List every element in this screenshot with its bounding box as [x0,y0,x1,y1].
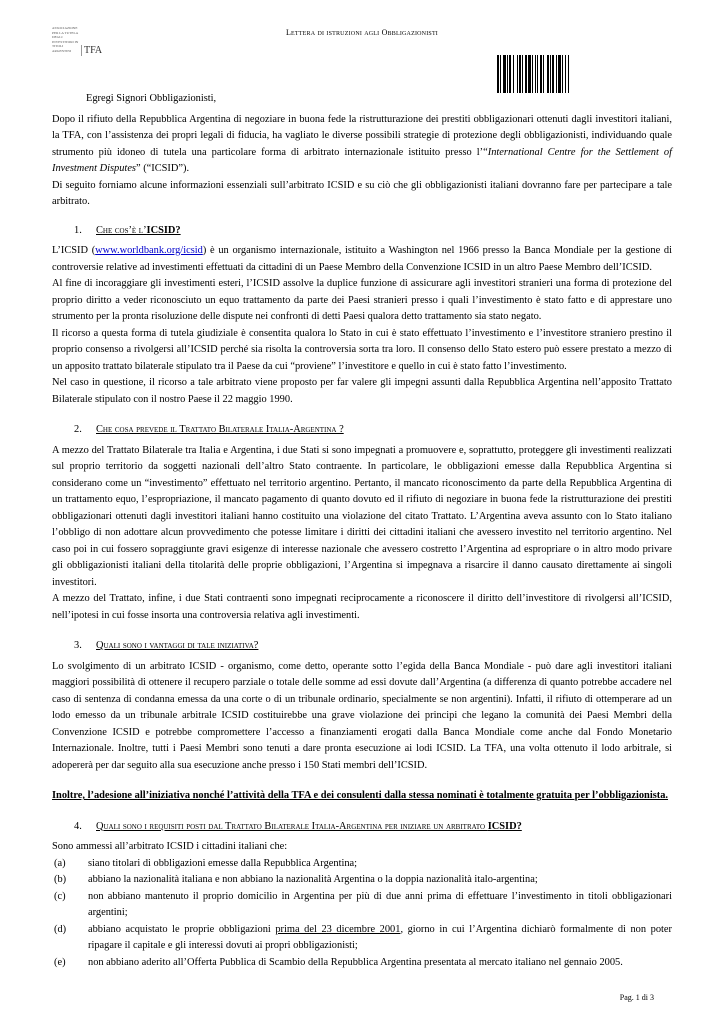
section-number: 1. [74,224,82,236]
page-number: Pag. 1 di 3 [619,993,654,1002]
item-text [88,922,672,955]
item-label: (a) [54,857,66,869]
list-item [52,955,672,972]
section-title: Quali sono i requisiti posti dal Trattato Bilaterale Italia-Argentina per iniziare un arbitrato [96,820,488,832]
section-heading-2 [74,422,672,439]
section-title: Che cosa prevede il Trattato Bilaterale Italia-Argentina ? [96,424,344,435]
paragraph: Lo svolgimento di un arbitrato ICSID - organismo, come detto, operante sotto l’egida della Banca Mondiale - può dare agli investitori italiani maggiori possibilità di ottenere il recupero parziale o totale delle somme ad essi dovute dall’Argentina (a differenza di quanto potrebbe accadere nel caso di sentenza di condanna emessa da una corte o di un tribunale ordinario, specialmente se non argentini). Infatti, il rifiuto di ottemperare ad un lodo emesso da un tribunale arbitrale ICSID costituirebbe una grave violazione dei principi che legano la comunità dei Paesi Membri della Convenzione ICSID e potrebbe compromettere l’accesso a finanziamenti erogati dalla Banca Mondiale come anche dal Fondo Monetario Internazionale. Inoltre, tutti i Paesi Membri sono tenuti a dare pronta esecuzione ai lodi ICSID. La TFA, una volta ottenuto il lodo arbitrale, si adopererà per dar seguito alla sua esecuzione anche presso i 150 Stati membri dell’ICSID. [52,660,672,771]
barcode [497,55,642,93]
date-underlined: prima del 23 dicembre 2001 [275,923,401,935]
document-header-title: Lettera di istruzioni agli Obbligazionisti [285,28,439,37]
worldbank-icsid-link[interactable]: www.worldbank.org/icsid [95,245,203,256]
text: L’ICSID ( [52,245,96,256]
item-text: non abbiano aderito all’Offerta Pubblica di Scambio della Repubblica Argentina presentata al mercato italiano nel gennaio 2005. [88,956,623,968]
text: ” (“ICSID”). [135,163,190,174]
document-body [52,91,672,971]
section-title: Quali sono i vantaggi di tale iniziativa? [96,640,259,651]
item-label: (d) [54,923,67,935]
logo-text: ASSOCIAZIONE PER LA TUTELA DEGLI INVESTITORI IN TITOLI ARGENTINI [52,26,79,53]
greeting: Egregi Signori Obbligazionisti, [86,93,217,104]
item-label: (e) [54,956,66,968]
paragraph: Al fine di incoraggiare gli investimenti esteri, l’ICSID assolve la duplice funzione di assicurare agli investitori stranieri una forma di protezione del proprio diritto a veder riconosciuto un equo trattamento da parte dei Paesi stranieri presso i quali l’investimento è stato fatto e di apprestare uno strumento per la pronta risoluzione delle dispute nei confronti di detti Paesi qualora detto trattamento sia stato negato. [52,278,672,322]
paragraph: Sono ammessi all’arbitrato ICSID i cittadini italiani che: [52,841,288,852]
item-text: non abbiano mantenuto il proprio domicilio in Argentina per più di due anni prima di effettuare l’investimento in titoli obbligazionari argentini; [88,890,672,918]
item-text: siano titolari di obbligazioni emesse dalla Repubblica Argentina; [88,857,358,869]
item-label: (b) [54,874,67,885]
paragraph: Nel caso in questione, il ricorso a tale arbitrato viene proposto per far valere gli impegni assunti dalla Repubblica Argentina nell’apposito Trattato Bilaterale stipulato con il nostro Paese il 22 maggio 1990. [52,377,672,405]
list-item [52,856,672,873]
item-label: (c) [54,890,66,902]
text: Dopo il rifiuto della Repubblica Argentina di negoziare in buona fede la ristrutturazione dei prestiti obbligazionari ottenuti dagli investitori italiani, la TFA, con l’assistenza dei propri legali di fiducia, ha vagliato le diverse possibili strategie di protezione degli obbligazionisti, individuando quale strumento più idoneo di tutela una particolare forma di arbitrato internazionale istituito presso l’“ [52,113,672,158]
paragraph [52,243,672,276]
text: ) è un organismo internazionale, istituito a Washington nel 1966 presso la Banca Mondiale per la gestione di controversie relative ad investimenti effettuati da cittadini di un Paese Membro della Convenzione ICSID in un altro Paese Membro dell’ICSID. [52,245,672,273]
paragraph: Il ricorso a questa forma di tutela giudiziale è consentita qualora lo Stato in cui è stato effettuato l’investimento e l’investitore straniero prestino il proprio consenso a rivolgersi all’ICSID perché sia risolta la controversia sorta tra loro. Il consenso dello Stato estero può essere prestato a mezzo di un apposito trattato bilaterale stipulato tra il Paese da cui “proviene” l’investitore e quello in cui è stato fatto l’investimento. [52,327,672,372]
section-heading-1 [74,223,672,240]
paragraph: A mezzo del Trattato Bilaterale tra Italia e Argentina, i due Stati si sono impegnati a promuovere e, soprattutto, proteggere gli investimenti realizzati sul proprio territorio da soggetti nazionali dell’altro Stato contraente. In particolare, le obbligazioni emesse dalla Repubblica Argentina si considerano come un “investimento” effettuato nel territorio argentino. Pertanto, il mancato riconoscimento da parte della Repubblica Argentina di un trattamento equo, l’espropriazione, il mancato pagamento di quanto dovuto ed il rifiuto di negoziare in buona fede la ristrutturazione dei prestiti obbligazionari ottenuti dagli investitori italiani hanno costituito una violazione del citato Trattato. L’Argentina aveva assunto con lo Stato italiano l’obbligo di non adottare alcun provvedimento che potesse limitare i diritti dei cittadini italiani che avessero investito nel territorio argentino. Nel caso poi in cui fossero sopraggiunte gravi esigenze di interesse nazionale che avessero costretto l’Argentina ad espropriare o in altro modo privare gli obbligazionisti italiani della titolarità delle proprie obbligazioni, l’Argentina si impegnava a risarcire il danno causato direttamente ai singoli investitori. [52,444,672,588]
section-number: 4. [74,820,82,832]
section-heading-4 [74,819,672,836]
free-of-charge-note: Inoltre, l’adesione all’iniziativa nonché l’attività della TFA e dei consulenti dalla stessa nominati è totalmente gratuita per l’obbligazionista. [52,790,669,801]
list-item [52,889,672,922]
barcode-bar [569,55,570,93]
text: , giorno in cui l’Argentina dichiarò formalmente di non poter ripagare il capitale e gli interessi dovuti ai propri obbligazionisti; [88,923,672,951]
section-title-bold: ICSID? [487,820,522,832]
section-number: 2. [74,424,82,435]
list-item [52,872,672,889]
section-number: 3. [74,640,82,651]
text: abbiano acquistato le proprie obbligazioni [88,923,276,935]
logo-mark: TFA [81,45,102,56]
intro-paragraph: Di seguito forniamo alcune informazioni essenziali sull’arbitrato ICSID e su ciò che gli obbligazionisti italiani dovranno fare per partecipare a tale arbitrato. [52,179,672,207]
icsid-full-name: International Centre for the Settlement of Investment Disputes [52,146,672,174]
item-text: abbiano la nazionalità italiana e non abbiano la nazionalità Argentina o la doppia nazionalità italo-argentina; [88,874,538,885]
section-title: Che cos’è l’ [96,224,147,236]
list-item [52,922,672,955]
section-heading-3 [74,638,672,655]
paragraph: A mezzo del Trattato, infine, i due Stati contraenti sono impegnati reciprocamente a riconoscere il diritto dell’investitore di rivolgersi all’ICSID, nell’ipotesi in cui fosse insorta una controversia relativa agli investimenti. [52,593,672,621]
intro-paragraph [52,112,672,178]
requirements-list [52,856,672,972]
section-title-bold: ICSID? [146,224,181,236]
